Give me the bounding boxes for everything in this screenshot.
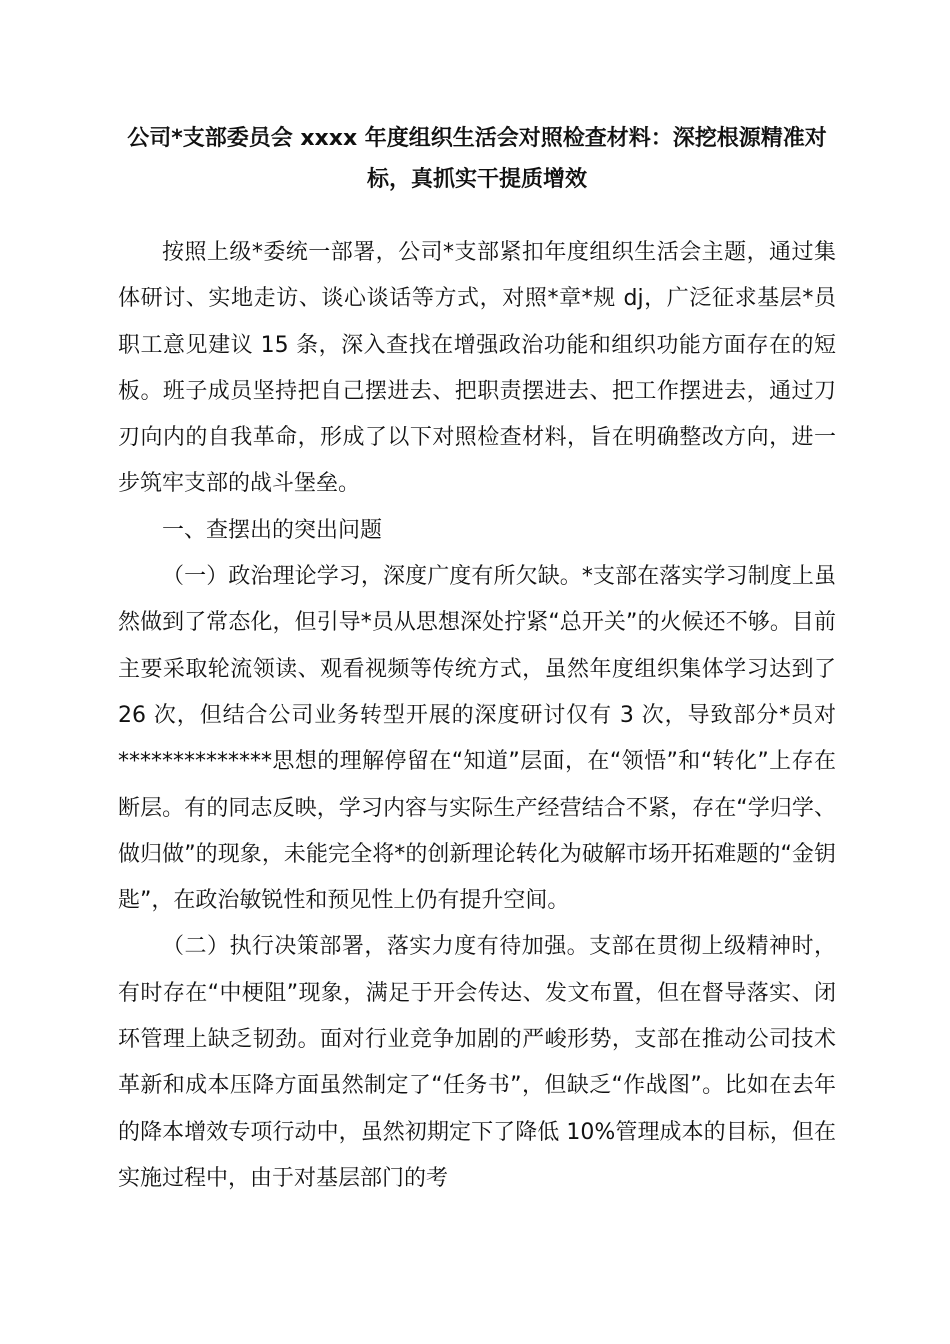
section-heading: 一、查摆出的突出问题 xyxy=(162,517,383,543)
document-title: 公司*支部委员会 xxxx 年度组织生活会对照检查材料：深挖根源精准对标，真抓实干提质增效 xyxy=(127,126,827,192)
document-body xyxy=(118,230,836,1202)
intro-paragraph: 按照上级*委统一部署，公司*支部紧扣年度组织生活会主题，通过集体研讨、实地走访、谈心谈话等方式，对照*章*规 dj，广泛征求基层*员职工意见建议 15 条，深入查找在增强政治功能和组织功能方面存在的短板。班子成员坚持把自己摆进去、把职责摆进去、把工作摆进去，通过刀刃向内的自我革命，形成了以下对照检查材料，旨在明确整改方向，进一步筑牢支部的战斗堡垒。 xyxy=(118,240,836,497)
issue-one-paragraph: （一）政治理论学习，深度广度有所欠缺。*支部在落实学习制度上虽然做到了常态化，但引导*员从思想深处拧紧“总开关”的火候还不够。目前主要采取轮流领读、观看视频等传统方式，虽然年度组织集体学习达到了 26 次，但结合公司业务转型开展的深度研讨仅有 3 次，导致部分*员对**************思想的理解停留在“知道”层面，在“领悟”和“转化”上存在断层。有的同志反映，学习内容与实际生产经营结合不紧，存在“学归学、做归做”的现象，未能完全将*的创新理论转化为破解市场开拓难题的“金钥匙”，在政治敏锐性和预见性上仍有提升空间。 xyxy=(118,564,836,914)
issue-two-paragraph: （二）执行决策部署，落实力度有待加强。支部在贯彻上级精神时，有时存在“中梗阻”现象，满足于开会传达、发文布置，但在督导落实、闭环管理上缺乏韧劲。面对行业竞争加剧的严峻形势，支部在推动公司技术革新和成本压降方面虽然制定了“任务书”，但缺乏“作战图”。比如在去年的降本增效专项行动中，虽然初期定下了降低 10%管理成本的目标，但在实施过程中，由于对基层部门的考 xyxy=(118,934,836,1191)
